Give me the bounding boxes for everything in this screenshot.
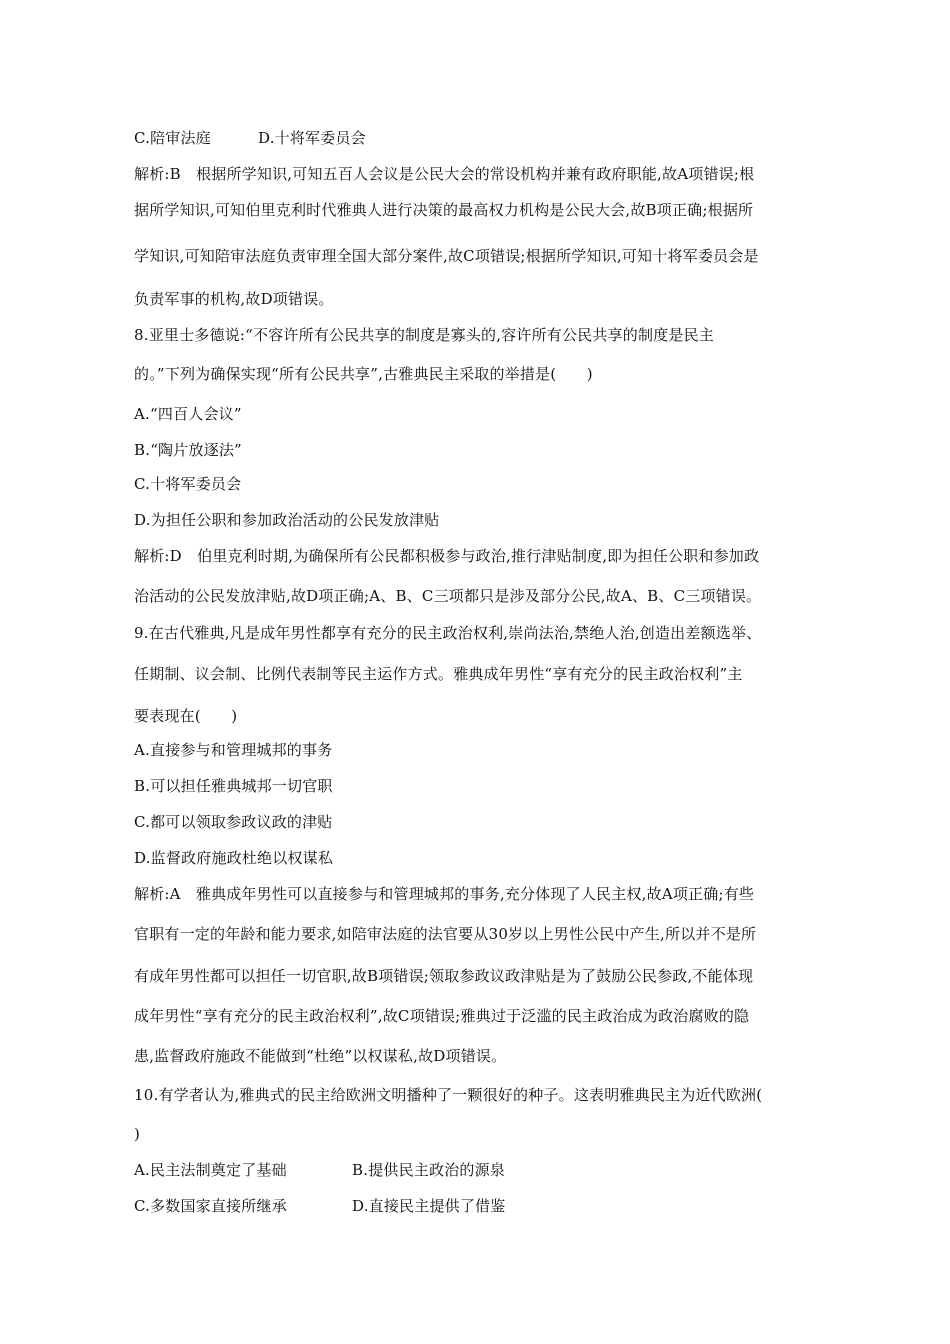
option-row (134, 1196, 506, 1216)
question-9-text: 9.在古代雅典,凡是成年男性都享有充分的民主政治权利,崇尚法治,禁绝人治,创造出差额选举、 (134, 624, 762, 642)
option-c: C.多数国家直接所继承 (134, 1197, 287, 1215)
option-b: B.提供民主政治的源泉 (352, 1161, 505, 1179)
question-8-text: 的。”下列为确保实现“所有公民共享”,古雅典民主采取的举措是( ) (134, 365, 593, 383)
analysis-line: 官职有一定的年龄和能力要求,如陪审法庭的法官要从30岁以上男性公民中产生,所以并不是所 (134, 925, 757, 943)
analysis-line: 学知识,可知陪审法庭负责审理全国大部分案件,故C项错误;根据所学知识,可知十将军委员会是 (134, 247, 759, 265)
question-10-text: 10.有学者认为,雅典式的民主给欧洲文明播种了一颗很好的种子。这表明雅典民主为近代欧洲( (134, 1086, 763, 1104)
option-b: B.可以担任雅典城邦一切官职 (134, 777, 333, 795)
analysis-line: 治活动的公民发放津贴,故D项正确;A、B、C三项都只是涉及部分公民,故A、B、C三项错误。 (134, 587, 762, 605)
option-b: B.“陶片放逐法” (134, 441, 242, 459)
option-c: C.都可以领取参政议政的津贴 (134, 813, 333, 831)
analysis-line: 据所学知识,可知伯里克利时代雅典人进行决策的最高权力机构是公民大会,故B项正确;根据所 (134, 201, 754, 219)
question-10-paren: ) (134, 1125, 141, 1143)
analysis-line: 患,监督政府施政不能做到“杜绝”以权谋私,故D项错误。 (134, 1047, 507, 1065)
option-d: D.直接民主提供了借鉴 (352, 1197, 506, 1215)
option-c: C.十将军委员会 (134, 475, 242, 493)
option-a: A.直接参与和管理城邦的事务 (134, 741, 333, 759)
analysis-line: 解析:B 根据所学知识,可知五百人会议是公民大会的常设机构并兼有政府职能,故A项错误;根 (134, 165, 755, 183)
option-a: A.民主法制奠定了基础 (134, 1161, 287, 1179)
option-c-line: C.陪审法庭 D.十将军委员会 (134, 129, 366, 147)
question-8-text: 8.亚里士多德说:“不容许所有公民共享的制度是寡头的,容许所有公民共享的制度是民主 (134, 326, 715, 344)
analysis-line: 成年男性“享有充分的民主政治权利”,故C项错误;雅典过于泛滥的民主政治成为政治腐败的隐 (134, 1007, 750, 1025)
option-d: D.十将军委员会 (258, 129, 366, 147)
option-row (134, 1160, 505, 1180)
option-d: D.监督政府施政杜绝以权谋私 (134, 849, 334, 867)
question-9-text: 要表现在( ) (134, 707, 238, 725)
analysis-line: 有成年男性都可以担任一切官职,故B项错误;领取参政议政津贴是为了鼓励公民参政,不能体现 (134, 967, 754, 985)
option-a: A.“四百人会议” (134, 405, 242, 423)
analysis-line: 解析:D 伯里克利时期,为确保所有公民都积极参与政治,推行津贴制度,即为担任公职和参加政 (134, 547, 760, 565)
question-9-text: 任期制、议会制、比例代表制等民主运作方式。雅典成年男性“享有充分的民主政治权利”主 (134, 665, 743, 683)
option-d: D.为担任公职和参加政治活动的公民发放津贴 (134, 511, 440, 529)
analysis-line: 负责军事的机构,故D项错误。 (134, 290, 334, 308)
analysis-line: 解析:A 雅典成年男性可以直接参与和管理城邦的事务,充分体现了人民主权,故A项正确;有些 (134, 885, 755, 903)
